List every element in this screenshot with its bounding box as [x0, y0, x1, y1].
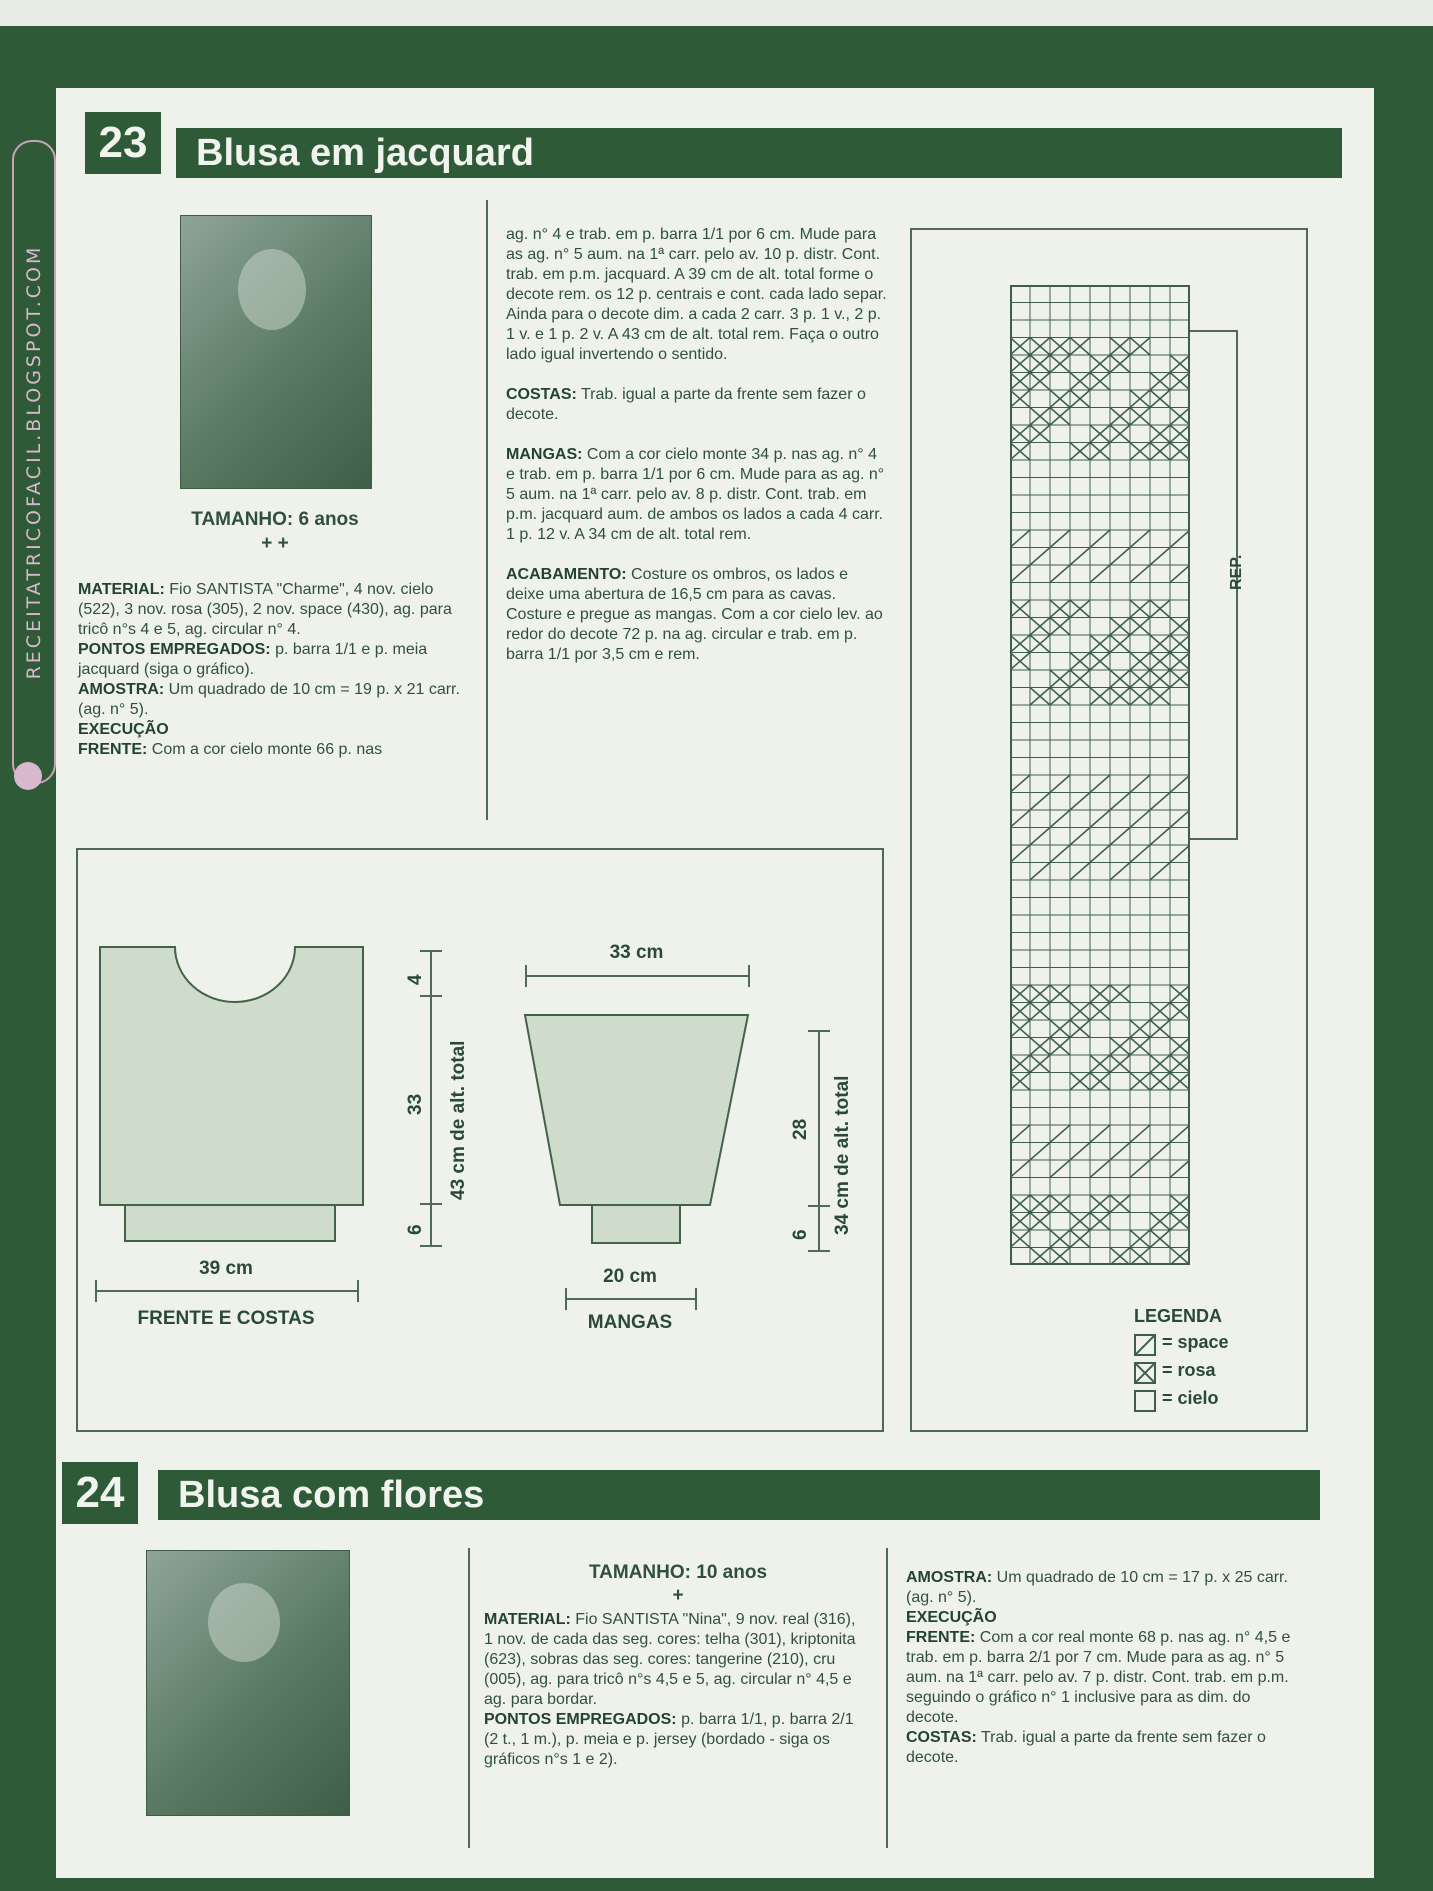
tick	[808, 1205, 830, 1207]
material-text: Fio SANTISTA "Charme", 4 nov. cielo (522), 3 nov. rosa (305), 2 nov. space (430), ag. para tricô n°s 4 e 5, ag. circular n° 4.	[78, 581, 452, 638]
column-divider-24a	[468, 1548, 470, 1848]
pattern-23-title: Blusa em jacquard	[176, 128, 1342, 178]
sleeve-main-value: 28	[790, 1118, 811, 1140]
tick	[420, 950, 442, 952]
yarn-ball-icon	[14, 762, 42, 790]
legend-title: LEGENDA	[1134, 1306, 1223, 1326]
pattern-24-difficulty: +	[672, 1585, 684, 1606]
body-width-line	[95, 1290, 357, 1292]
watermark-text: RECEITATRICOFACIL.BLOGSPOT.COM	[23, 244, 45, 680]
sleeve-bottom-line	[565, 1298, 695, 1300]
body-total-label: 43 cm de alt. total	[448, 1040, 469, 1200]
sample-label-24: AMOSTRA:	[906, 1569, 993, 1586]
front-label: FRENTE:	[78, 741, 148, 758]
back-text-24: Trab. igual a parte da frente sem fazer o decote.	[906, 1729, 1266, 1766]
sample-label: AMOSTRA:	[78, 681, 165, 698]
column-divider	[486, 200, 488, 820]
legend-space-swatch	[1134, 1334, 1156, 1356]
tick	[420, 995, 442, 997]
points-label: PONTOS EMPREGADOS:	[78, 641, 271, 658]
material-label: MATERIAL:	[78, 581, 165, 598]
tick	[565, 1288, 567, 1310]
finish-text: Costure os ombros, os lados e deixe uma abertura de 16,5 cm para as cavas. Costure e pregue as mangas. Com a cor cielo lev. ao redor do decote 72 p. na ag. circular e trab. em p. barra 1/1 por 3,5 cm e rem.	[506, 566, 883, 663]
front-label-24: FRENTE:	[906, 1629, 976, 1646]
sleeve-bottom-label: 20 cm	[603, 1266, 657, 1287]
front-text-24: Com a cor real monte 68 p. nas ag. n° 4,5 e trab. em p. barra 2/1 por 7 cm. Mude para as ag. n° 5 aum. na 1ª carr. pelo av. 7 p. distr. Cont. trab. em p.m. seguindo o gráfico n° 1 inclusive para as dim. do decote.	[906, 1629, 1291, 1726]
sleeves-label: MANGAS:	[506, 446, 583, 463]
sleeve-rib-value: 6	[790, 1229, 811, 1240]
pattern-24-size: TAMANHO: 10 anos	[588, 1562, 768, 1583]
legend-rosa-swatch	[1134, 1362, 1156, 1384]
body-caption: FRENTE E COSTAS	[137, 1308, 315, 1329]
body-neck-value: 4	[405, 974, 426, 985]
sample-text: Um quadrado de 10 cm = 19 p. x 21 carr. (ag. n° 5).	[78, 681, 460, 718]
legend-rosa-text: = rosa	[1162, 1360, 1216, 1380]
pattern-24-number: 24	[62, 1462, 138, 1524]
pattern-24-col3	[906, 1568, 1296, 1768]
finish-label: ACABAMENTO:	[506, 566, 627, 583]
rep-bracket-bottom	[1190, 838, 1238, 840]
tick	[808, 1030, 830, 1032]
execution-label: EXECUÇÃO	[78, 721, 169, 738]
pattern-24-photo	[146, 1550, 350, 1816]
tick	[525, 965, 527, 987]
pattern-23-photo	[180, 215, 372, 489]
pattern-24-col2	[484, 1610, 868, 1770]
tick	[420, 1203, 442, 1205]
jacquard-chart-grid	[1010, 285, 1190, 1265]
execution-label-24: EXECUÇÃO	[906, 1609, 997, 1626]
pattern-23-size: TAMANHO: 6 anos	[191, 509, 359, 530]
tick	[420, 1245, 442, 1247]
sleeve-top-line	[525, 975, 748, 977]
legend-cielo-swatch	[1134, 1390, 1156, 1412]
rep-label: REP.	[1228, 554, 1245, 590]
back-label: COSTAS:	[506, 386, 577, 403]
front-text: Com a cor cielo monte 66 p. nas	[151, 741, 383, 758]
sleeve-caption: MANGAS	[587, 1312, 673, 1333]
points-text: p. barra 1/1 e p. meia jacquard (siga o gráfico).	[78, 641, 428, 678]
rep-bracket-top	[1190, 330, 1238, 332]
front-continued-text: ag. n° 4 e trab. em p. barra 1/1 por 6 cm. Mude para as ag. n° 5 aum. na 1ª carr. pelo av. 10 p. distr. Cont. trab. em p.m. jacquard. A 39 cm de alt. total forme o decote rem. os 12 p. centrais e cont. cada lado separ. Ainda para o decote dim. a cada 2 carr. 3 p. 1 v., 2 p. 1 v. e 1 p. 2 v. A 43 cm de alt. total rem. Faça o outro lado igual invertendo o sentido.	[506, 226, 887, 363]
sleeve-total-label: 34 cm de alt. total	[832, 1075, 853, 1235]
back-label-24: COSTAS:	[906, 1729, 977, 1746]
pattern-23-difficulty: + +	[261, 533, 289, 554]
legend-cielo-text: = cielo	[1162, 1388, 1219, 1408]
pattern-23-col1	[78, 580, 460, 760]
tick	[357, 1280, 359, 1302]
pattern-24-title: Blusa com flores	[158, 1470, 1320, 1520]
tick	[95, 1280, 97, 1302]
body-width-label: 39 cm	[199, 1258, 253, 1279]
pattern-23-number: 23	[85, 112, 161, 174]
sleeve-height-line	[818, 1030, 820, 1250]
material-label-24: MATERIAL:	[484, 1611, 571, 1628]
back-text: Trab. igual a parte da frente sem fazer o decote.	[506, 386, 866, 423]
body-schematic	[95, 945, 395, 1245]
body-rib-value: 6	[405, 1224, 426, 1235]
tick	[695, 1288, 697, 1310]
body-main-value: 33	[405, 1093, 426, 1115]
column-divider-24b	[886, 1548, 888, 1848]
pattern-23-col2	[506, 225, 888, 665]
points-label-24: PONTOS EMPREGADOS:	[484, 1711, 677, 1728]
points-text-24: p. barra 1/1, p. barra 2/1 (2 t., 1 m.), p. meia e p. jersey (bordado - siga os gráficos n°s 1 e 2).	[484, 1711, 854, 1768]
watermark-badge	[12, 140, 56, 784]
tick	[808, 1250, 830, 1252]
material-text-24: Fio SANTISTA "Nina", 9 nov. real (316), 1 nov. de cada das seg. cores: telha (301), kriptonita (623), sobras das seg. cores: tangerine (210), cru (005), ag. para tricô n°s 4,5 e 5, ag. circular n° 4,5 e ag. para bordar.	[484, 1611, 856, 1708]
sleeves-text: Com a cor cielo monte 34 p. nas ag. n° 4 e trab. em p. barra 1/1 por 6 cm. Mude para as ag. n° 5 aum. na 1ª carr. pelo av. 8 p. distr. Cont. trab. em p.m. jacquard aum. de ambos os lados a cada 4 carr. 1 p. 12 v. A 34 cm de alt. total rem.	[506, 446, 885, 543]
sample-text-24: Um quadrado de 10 cm = 17 p. x 25 carr. (ag. n° 5).	[906, 1569, 1288, 1606]
sleeve-schematic	[520, 1010, 760, 1250]
legend-space-text: = space	[1162, 1332, 1229, 1352]
sleeve-top-label: 33 cm	[609, 942, 664, 963]
tick	[748, 965, 750, 987]
